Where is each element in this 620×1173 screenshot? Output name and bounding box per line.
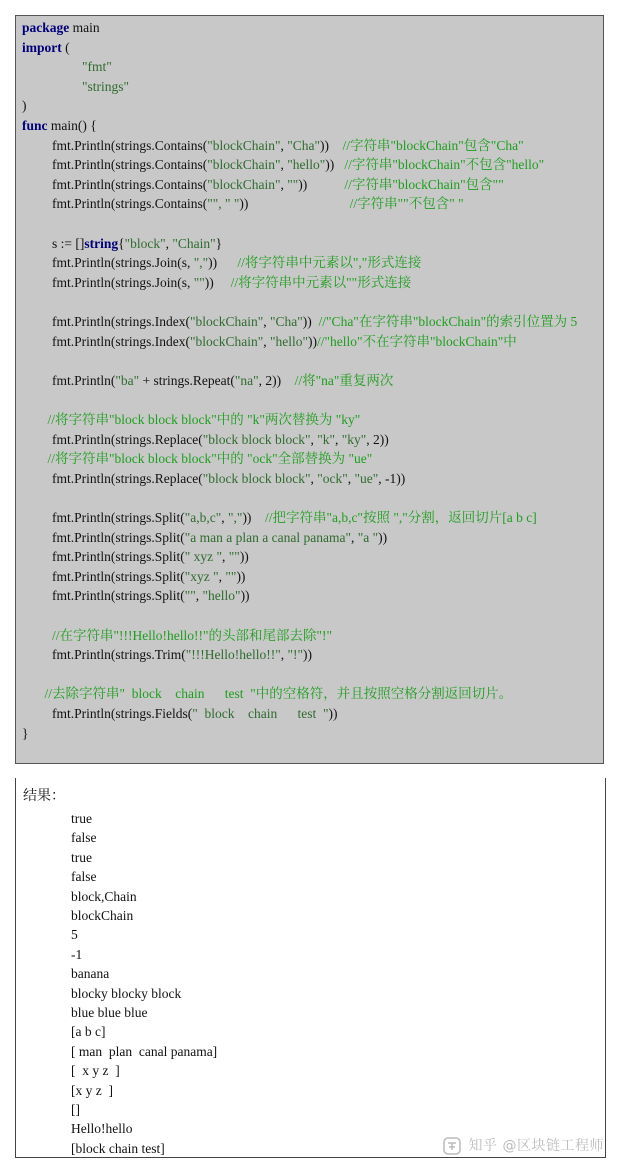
code-token-pl: , — [280, 157, 288, 173]
code-token-str: "block" — [124, 235, 166, 251]
code-token-pl: )) — [208, 255, 238, 271]
code-token-pl: , — [280, 647, 288, 663]
code-token-cmt: //将字符串"block block block"中的 "k"两次替换为 "ky" — [47, 412, 361, 427]
code-token-pl: , — [280, 176, 288, 192]
result-line: false — [71, 869, 97, 885]
code-token-str: "Cha" — [270, 314, 303, 329]
code-token-pl: + strings.Repeat( — [139, 372, 235, 388]
code-token-str: "" — [225, 568, 237, 584]
code-token-pl: main() { — [47, 118, 97, 133]
code-token-pl: } — [22, 725, 29, 741]
code-line — [52, 430, 389, 450]
code-token-pl: main — [69, 20, 100, 35]
code-token-cmt: //将字符串"block block block"中的 "ock"全部替换为 "ue" — [47, 451, 373, 467]
code-token-str: "xyz " — [184, 568, 219, 584]
code-token-pl: )) — [303, 647, 313, 663]
watermark — [443, 1135, 604, 1155]
code-token-str: "ky" — [341, 431, 367, 447]
code-token-pl: )) — [204, 274, 231, 290]
code-line — [52, 528, 387, 548]
code-token-str: "" — [228, 549, 240, 565]
code-token-pl: fmt.Println(strings.Contains( — [52, 157, 208, 173]
code-token-str: "" — [184, 588, 196, 604]
code-token-pl: fmt.Println(strings.Join(s, — [52, 274, 194, 290]
code-token-cmt: //字符串""不包含" " — [349, 196, 464, 212]
code-line — [52, 547, 249, 567]
code-token-pl: )) — [298, 176, 345, 192]
code-token-str: "!" — [287, 647, 304, 663]
code-token-cmt: //将字符串中元素以""形式连接 — [230, 274, 412, 290]
code-token-pl: fmt.Println(strings.Split( — [52, 568, 185, 584]
code-token-pl: , — [263, 314, 271, 329]
code-token-pl: )) — [239, 549, 249, 565]
code-line — [52, 253, 421, 273]
code-token-pl: , — [310, 431, 318, 447]
code-token-cmt: //字符串"blockChain"不包含"hello" — [344, 157, 545, 173]
code-line — [52, 273, 411, 293]
code-token-pl: )) — [242, 510, 265, 525]
watermark-text: 知乎 @区块链工程师 — [468, 1138, 604, 1154]
code-token-pl: , — [280, 137, 288, 153]
result-title: 结果： — [23, 789, 65, 804]
result-line: Hello!hello — [71, 1121, 133, 1137]
code-token-str: "" — [193, 274, 205, 290]
code-line — [22, 96, 27, 116]
code-token-pl: } — [215, 235, 223, 251]
code-token-pl: fmt.Println(strings.Contains( — [52, 196, 208, 212]
result-line: blue blue blue — [71, 1005, 148, 1020]
code-token-pl: fmt.Println(strings.Fields( — [52, 706, 193, 721]
code-token-pl: fmt.Println(strings.Split( — [52, 510, 185, 525]
code-token-pl: fmt.Println(strings.Contains( — [52, 176, 208, 192]
code-line — [82, 77, 129, 97]
code-token-pl: , 2)) — [366, 431, 389, 447]
code-token-kw: import — [22, 39, 62, 55]
code-token-kw: string — [84, 235, 119, 251]
result-line: true — [71, 849, 92, 865]
code-token-str: "strings" — [82, 78, 130, 94]
code-token-pl: ) — [22, 98, 27, 114]
code-token-str: "ock" — [317, 470, 348, 486]
code-token-str: "Cha" — [287, 137, 321, 153]
zhihu-logo-icon — [443, 1137, 461, 1155]
code-token-str: "hello" — [202, 588, 241, 604]
code-token-str: "ba" — [115, 372, 140, 388]
code-token-str: "!!!Hello!hello!!" — [185, 647, 281, 663]
code-token-str: "k" — [317, 431, 336, 447]
code-line — [52, 194, 464, 214]
code-token-pl: s := [] — [52, 235, 85, 251]
code-token-pl: fmt.Println(strings.Split( — [52, 529, 185, 545]
code-token-pl: , 2)) — [258, 372, 295, 388]
code-token-cmt: //将"na"重复两次 — [294, 372, 394, 388]
code-token-str: "," — [228, 510, 243, 525]
code-token-str: "blockChain" — [207, 176, 281, 192]
code-token-pl: )) — [308, 333, 318, 349]
code-token-cmt: //"Cha"在字符串"blockChain"的索引位置为 5 — [318, 314, 578, 329]
code-token-pl: , — [218, 568, 226, 584]
code-token-pl: fmt.Println(strings.Replace( — [52, 431, 203, 447]
result-line: 5 — [71, 927, 78, 943]
code-token-pl: , — [350, 529, 358, 545]
code-token-pl: fmt.Println(strings.Index( — [52, 333, 190, 349]
code-line — [22, 724, 28, 744]
code-line — [52, 586, 250, 606]
code-token-cmt: //"hello"不在字符串"blockChain"中 — [317, 333, 517, 349]
code-token-str: "hello" — [270, 333, 309, 349]
code-token-str: "Chain" — [172, 235, 216, 251]
code-token-pl: , — [222, 549, 229, 565]
code-token-str: "a man a plan a canal panama" — [184, 529, 351, 545]
code-line — [52, 155, 544, 175]
result-line: block,Chain — [71, 888, 137, 904]
result-line: [ x y z ] — [71, 1063, 120, 1079]
code-line — [52, 567, 245, 587]
code-line — [52, 136, 524, 156]
code-token-kw: func — [22, 118, 48, 133]
result-line: blocky blocky block — [71, 985, 182, 1001]
result-line: true — [71, 811, 92, 826]
code-token-pl: fmt.Println( — [52, 372, 116, 388]
code-panel — [15, 15, 604, 764]
code-token-pl: , — [347, 470, 355, 486]
code-line — [22, 18, 100, 38]
code-token-pl: )) — [328, 706, 338, 721]
code-token-pl: )) — [378, 529, 388, 545]
code-token-pl: fmt.Println(strings.Trim( — [52, 647, 186, 663]
code-token-str: "blockChain" — [207, 137, 281, 153]
code-token-str: " xyz " — [184, 549, 223, 565]
code-line — [48, 410, 361, 430]
code-line — [52, 371, 393, 391]
result-line: -1 — [71, 946, 83, 962]
code-line — [52, 704, 338, 724]
code-token-pl: , — [221, 510, 229, 525]
code-token-pl: fmt.Println(strings.Join(s, — [52, 255, 194, 271]
result-line: [x y z ] — [71, 1082, 113, 1098]
code-token-pl: fmt.Println(strings.Split( — [52, 588, 185, 604]
code-line — [52, 332, 517, 352]
code-token-pl: )) — [239, 196, 350, 212]
code-token-str: "block block block" — [202, 470, 311, 486]
code-line — [22, 116, 97, 136]
code-token-pl: )) — [240, 588, 250, 604]
result-line: false — [71, 830, 97, 846]
code-token-str: "" — [287, 176, 299, 192]
code-token-pl: )) — [320, 137, 343, 153]
code-token-str: "blockChain" — [207, 157, 281, 173]
code-token-pl: ( — [61, 39, 70, 55]
code-token-cmt: //字符串"blockChain"包含"" — [344, 176, 504, 192]
code-token-pl: )) — [325, 157, 345, 173]
code-token-str: "", " " — [207, 196, 240, 212]
result-line: [a b c] — [71, 1024, 106, 1040]
code-line — [52, 175, 504, 195]
code-token-pl: , — [165, 235, 173, 251]
code-token-cmt: //字符串"blockChain"包含"Cha" — [342, 137, 524, 153]
code-line — [52, 234, 222, 254]
code-token-pl: fmt.Println(strings.Index( — [52, 314, 190, 329]
code-line — [45, 684, 513, 704]
code-token-str: " block chain test " — [192, 706, 329, 721]
code-token-str: "a " — [357, 529, 379, 545]
code-token-str: "blockChain" — [190, 333, 264, 349]
code-line — [52, 626, 332, 646]
code-token-kw: package — [22, 20, 70, 35]
code-token-str: "ue" — [354, 470, 379, 486]
code-line — [22, 38, 70, 58]
code-token-pl: )) — [236, 568, 246, 584]
code-token-str: "a,b,c" — [184, 510, 222, 525]
code-token-pl: , — [195, 588, 203, 604]
code-token-pl: { — [118, 235, 125, 251]
result-line: blockChain — [71, 908, 134, 923]
result-line: [block chain test] — [71, 1140, 165, 1156]
result-line: banana — [71, 966, 110, 982]
result-line: [ man plan canal panama] — [71, 1043, 218, 1059]
code-token-cmt: //在字符串"!!!Hello!hello!!"的头部和尾部去除"!" — [52, 627, 332, 643]
code-token-cmt: //把字符串"a,b,c"按照 ","分割，返回切片[a b c] — [264, 510, 537, 525]
result-panel — [15, 778, 606, 1158]
code-line — [52, 312, 577, 332]
code-token-pl: fmt.Println(strings.Replace( — [52, 470, 203, 486]
code-token-str: "blockChain" — [190, 314, 264, 329]
code-token-str: "fmt" — [82, 59, 112, 75]
code-token-str: "na" — [234, 372, 259, 388]
code-line — [52, 508, 537, 528]
code-line — [48, 449, 373, 469]
code-line — [82, 57, 112, 77]
code-token-pl: , — [310, 470, 318, 486]
code-line — [52, 469, 405, 489]
code-line — [52, 645, 312, 665]
code-token-pl: , — [263, 333, 271, 349]
code-token-pl: fmt.Println(strings.Contains( — [52, 137, 208, 153]
code-token-pl: , -1)) — [378, 470, 406, 486]
code-token-pl: fmt.Println(strings.Split( — [52, 549, 185, 565]
code-token-pl: , — [335, 431, 342, 447]
result-line: [] — [71, 1102, 80, 1117]
code-token-str: "block block block" — [202, 431, 311, 447]
code-token-str: "hello" — [287, 157, 326, 173]
code-token-cmt: //将字符串中元素以","形式连接 — [237, 255, 422, 271]
code-token-cmt: //去除字符串" block chain test "中的空格符，并且按照空格分割返回切片。 — [44, 686, 513, 702]
code-token-str: "," — [193, 255, 209, 271]
code-token-pl: )) — [302, 314, 319, 329]
